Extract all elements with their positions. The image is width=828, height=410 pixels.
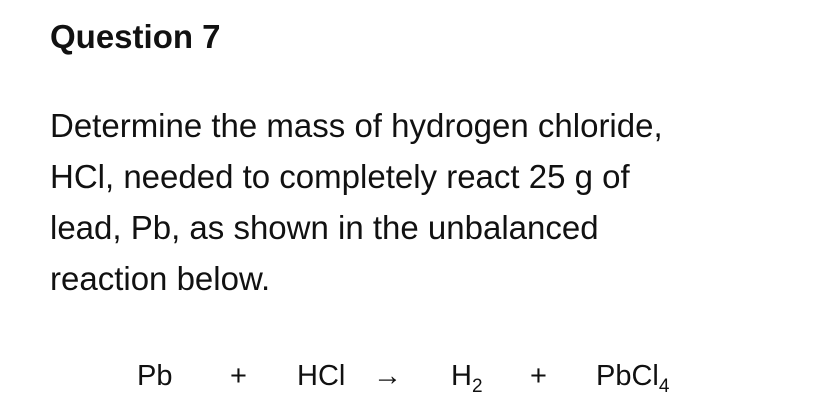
question-text-line: lead, Pb, as shown in the unbalanced <box>50 209 599 246</box>
question-text-line: HCl, needed to completely react 25 g of <box>50 158 630 195</box>
question-text <box>50 100 820 304</box>
product-hydrogen <box>451 356 483 396</box>
product-hydrogen-symbol: H <box>451 360 472 392</box>
question-text-line: Determine the mass of hydrogen chloride, <box>50 107 663 144</box>
plus-sign: + <box>230 360 247 392</box>
question-text-line: reaction below. <box>50 260 271 297</box>
product-lead-chloride-subscript: 4 <box>658 376 670 397</box>
product-hydrogen-subscript: 2 <box>471 376 483 397</box>
reaction-arrow: → <box>373 360 402 392</box>
reactant-lead: Pb <box>137 360 173 392</box>
product-lead-chloride <box>596 356 669 396</box>
plus-sign: + <box>530 360 547 392</box>
reactant-hydrogen-chloride: HCl <box>297 360 346 392</box>
product-lead-chloride-symbol: PbCl <box>596 360 659 392</box>
question-title: Question 7 <box>50 18 221 55</box>
